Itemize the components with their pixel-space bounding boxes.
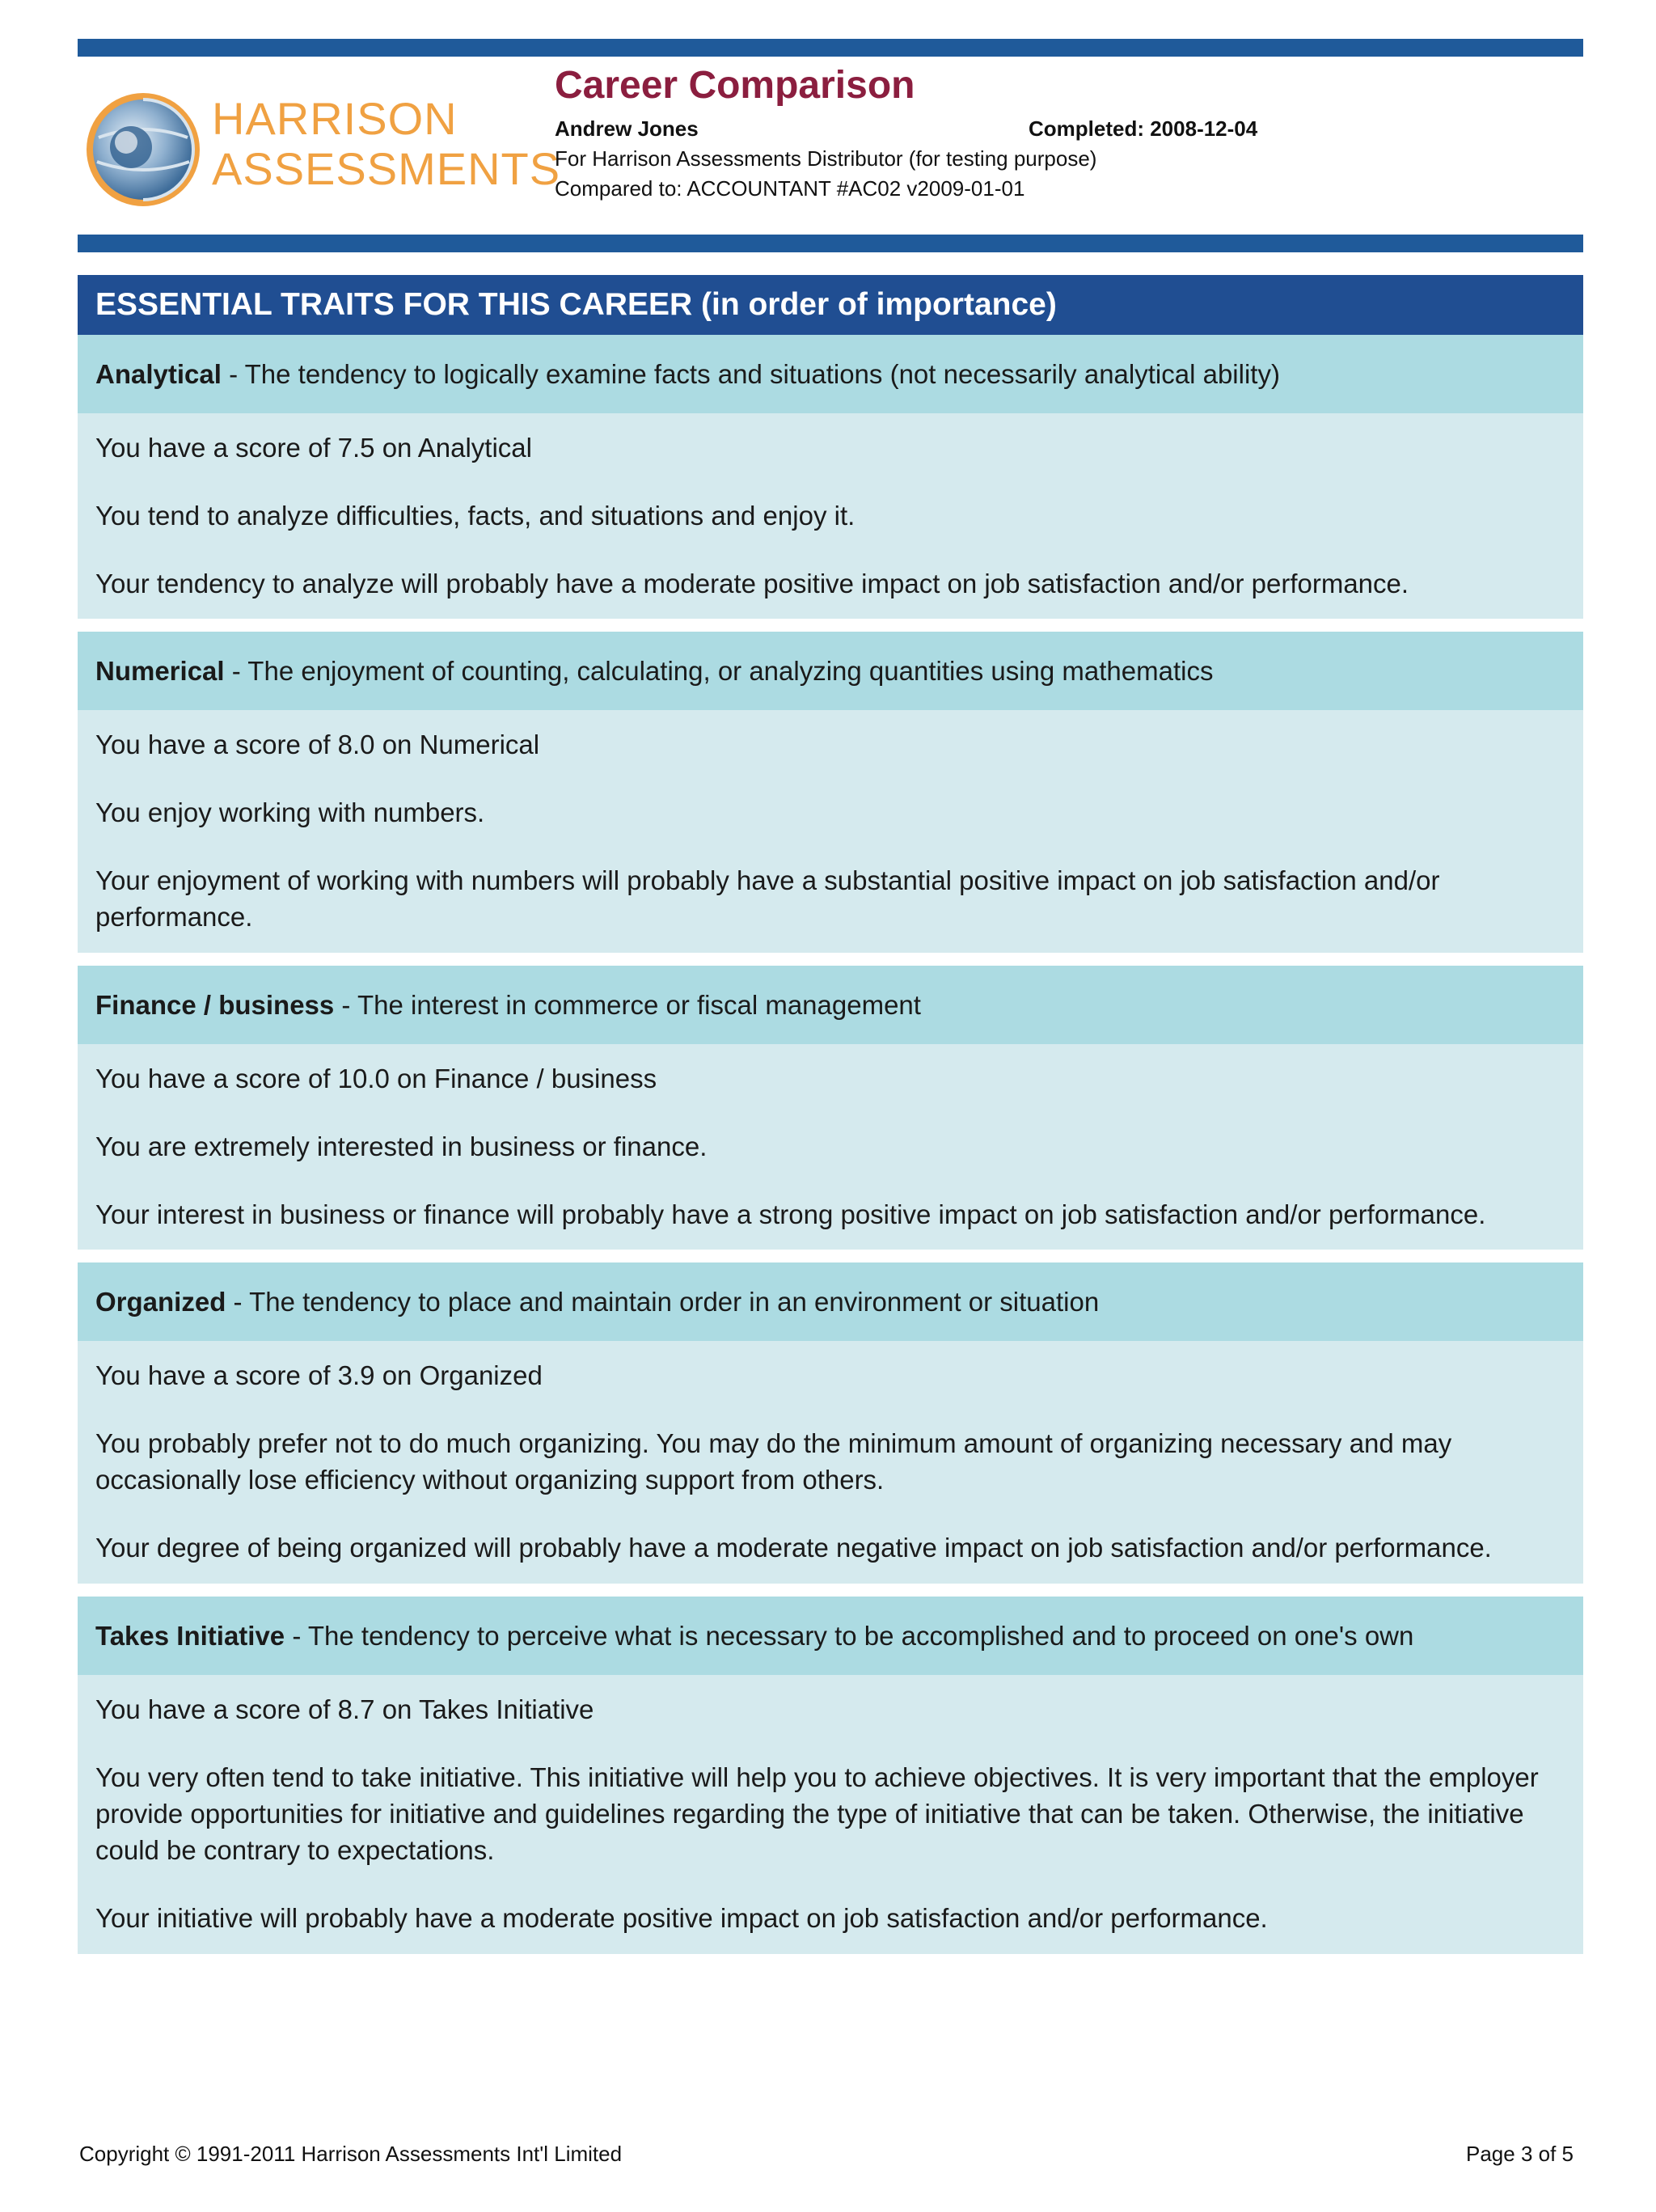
- logo-wordmark: [212, 94, 560, 194]
- trait-header: [78, 1262, 1583, 1341]
- trait-header: [78, 966, 1583, 1044]
- header-top-bar: [78, 39, 1583, 57]
- trait-description: You probably prefer not to do much organizing. You may do the minimum amount of organizing necessary and may occasionally lose efficiency without organizing support from others.: [95, 1428, 1452, 1495]
- page-title: Career Comparison: [555, 64, 915, 107]
- completed-date: Completed: 2008-12-04: [1029, 116, 1258, 141]
- trait-impact: Your initiative will probably have a moderate positive impact on job satisfaction and/or performance.: [95, 1903, 1268, 1933]
- trait-name: Analytical: [95, 359, 222, 389]
- footer-page-number: Page 3 of 5: [1466, 2142, 1574, 2166]
- trait-description: You are extremely interested in business or finance.: [95, 1131, 708, 1161]
- trait-description: You tend to analyze difficulties, facts, and situations and enjoy it.: [95, 501, 855, 531]
- trait-card-numerical: [78, 632, 1583, 953]
- footer-copyright: Copyright © 1991-2011 Harrison Assessments Int'l Limited: [79, 2142, 623, 2166]
- trait-definition: - The enjoyment of counting, calculating, or analyzing quantities using mathematics: [224, 656, 1214, 686]
- trait-description: You enjoy working with numbers.: [95, 797, 485, 827]
- trait-body: [78, 1044, 1583, 1233]
- trait-header: [78, 1597, 1583, 1675]
- trait-header: [78, 335, 1583, 413]
- trait-score: You have a score of 10.0 on Finance / business: [95, 1064, 657, 1093]
- trait-definition: - The interest in commerce or fiscal management: [334, 990, 921, 1020]
- trait-definition: - The tendency to perceive what is necessary to be accomplished and to proceed on one's own: [285, 1621, 1414, 1651]
- trait-impact: Your enjoyment of working with numbers will probably have a substantial positive impact on job satisfaction and/or performance.: [95, 865, 1440, 932]
- trait-name: Takes Initiative: [95, 1621, 285, 1651]
- harrison-logo: [82, 89, 561, 218]
- globe-icon: [82, 89, 204, 210]
- trait-card-finance-business: [78, 966, 1583, 1250]
- distributor-line: For Harrison Assessments Distributor (for testing purpose): [555, 146, 1097, 171]
- trait-impact: Your interest in business or finance will probably have a strong positive impact on job satisfaction and/or performance.: [95, 1199, 1486, 1229]
- trait-body: [78, 413, 1583, 602]
- compared-to-line: Compared to: ACCOUNTANT #AC02 v2009-01-01: [555, 176, 1025, 201]
- trait-score: You have a score of 8.0 on Numerical: [95, 730, 540, 759]
- trait-name: Organized: [95, 1287, 226, 1317]
- trait-body: [78, 1675, 1583, 1936]
- trait-description: You very often tend to take initiative. This initiative will help you to achieve objectives. It is very important that the employer provide opportunities for initiative and guidelines regarding the type of initiative that can be taken. Otherwise, the initiative could be contrary to expectations.: [95, 1762, 1539, 1865]
- trait-card-analytical: [78, 335, 1583, 619]
- trait-body: [78, 1341, 1583, 1566]
- trait-impact: Your tendency to analyze will probably have a moderate positive impact on job satisfaction and/or performance.: [95, 569, 1409, 598]
- trait-card-organized: [78, 1262, 1583, 1584]
- trait-score: You have a score of 3.9 on Organized: [95, 1360, 543, 1390]
- trait-definition: - The tendency to place and maintain order in an environment or situation: [226, 1287, 1100, 1317]
- trait-header: [78, 632, 1583, 710]
- trait-score: You have a score of 7.5 on Analytical: [95, 433, 532, 463]
- logo-line-1: HARRISON: [212, 93, 458, 144]
- trait-name: Numerical: [95, 656, 225, 686]
- trait-score: You have a score of 8.7 on Takes Initiative: [95, 1694, 594, 1724]
- trait-card-takes-initiative: [78, 1597, 1583, 1954]
- section-title: ESSENTIAL TRAITS FOR THIS CAREER (in order of importance): [78, 275, 1583, 335]
- logo-line-2: ASSESSMENTS: [212, 143, 561, 194]
- trait-body: [78, 710, 1583, 935]
- trait-impact: Your degree of being organized will probably have a moderate negative impact on job satisfaction and/or performance.: [95, 1533, 1492, 1563]
- trait-definition: - The tendency to logically examine facts and situations (not necessarily analytical ability): [221, 359, 1280, 389]
- header-bottom-bar: [78, 235, 1583, 252]
- candidate-name: Andrew Jones: [555, 116, 699, 141]
- trait-name: Finance / business: [95, 990, 335, 1020]
